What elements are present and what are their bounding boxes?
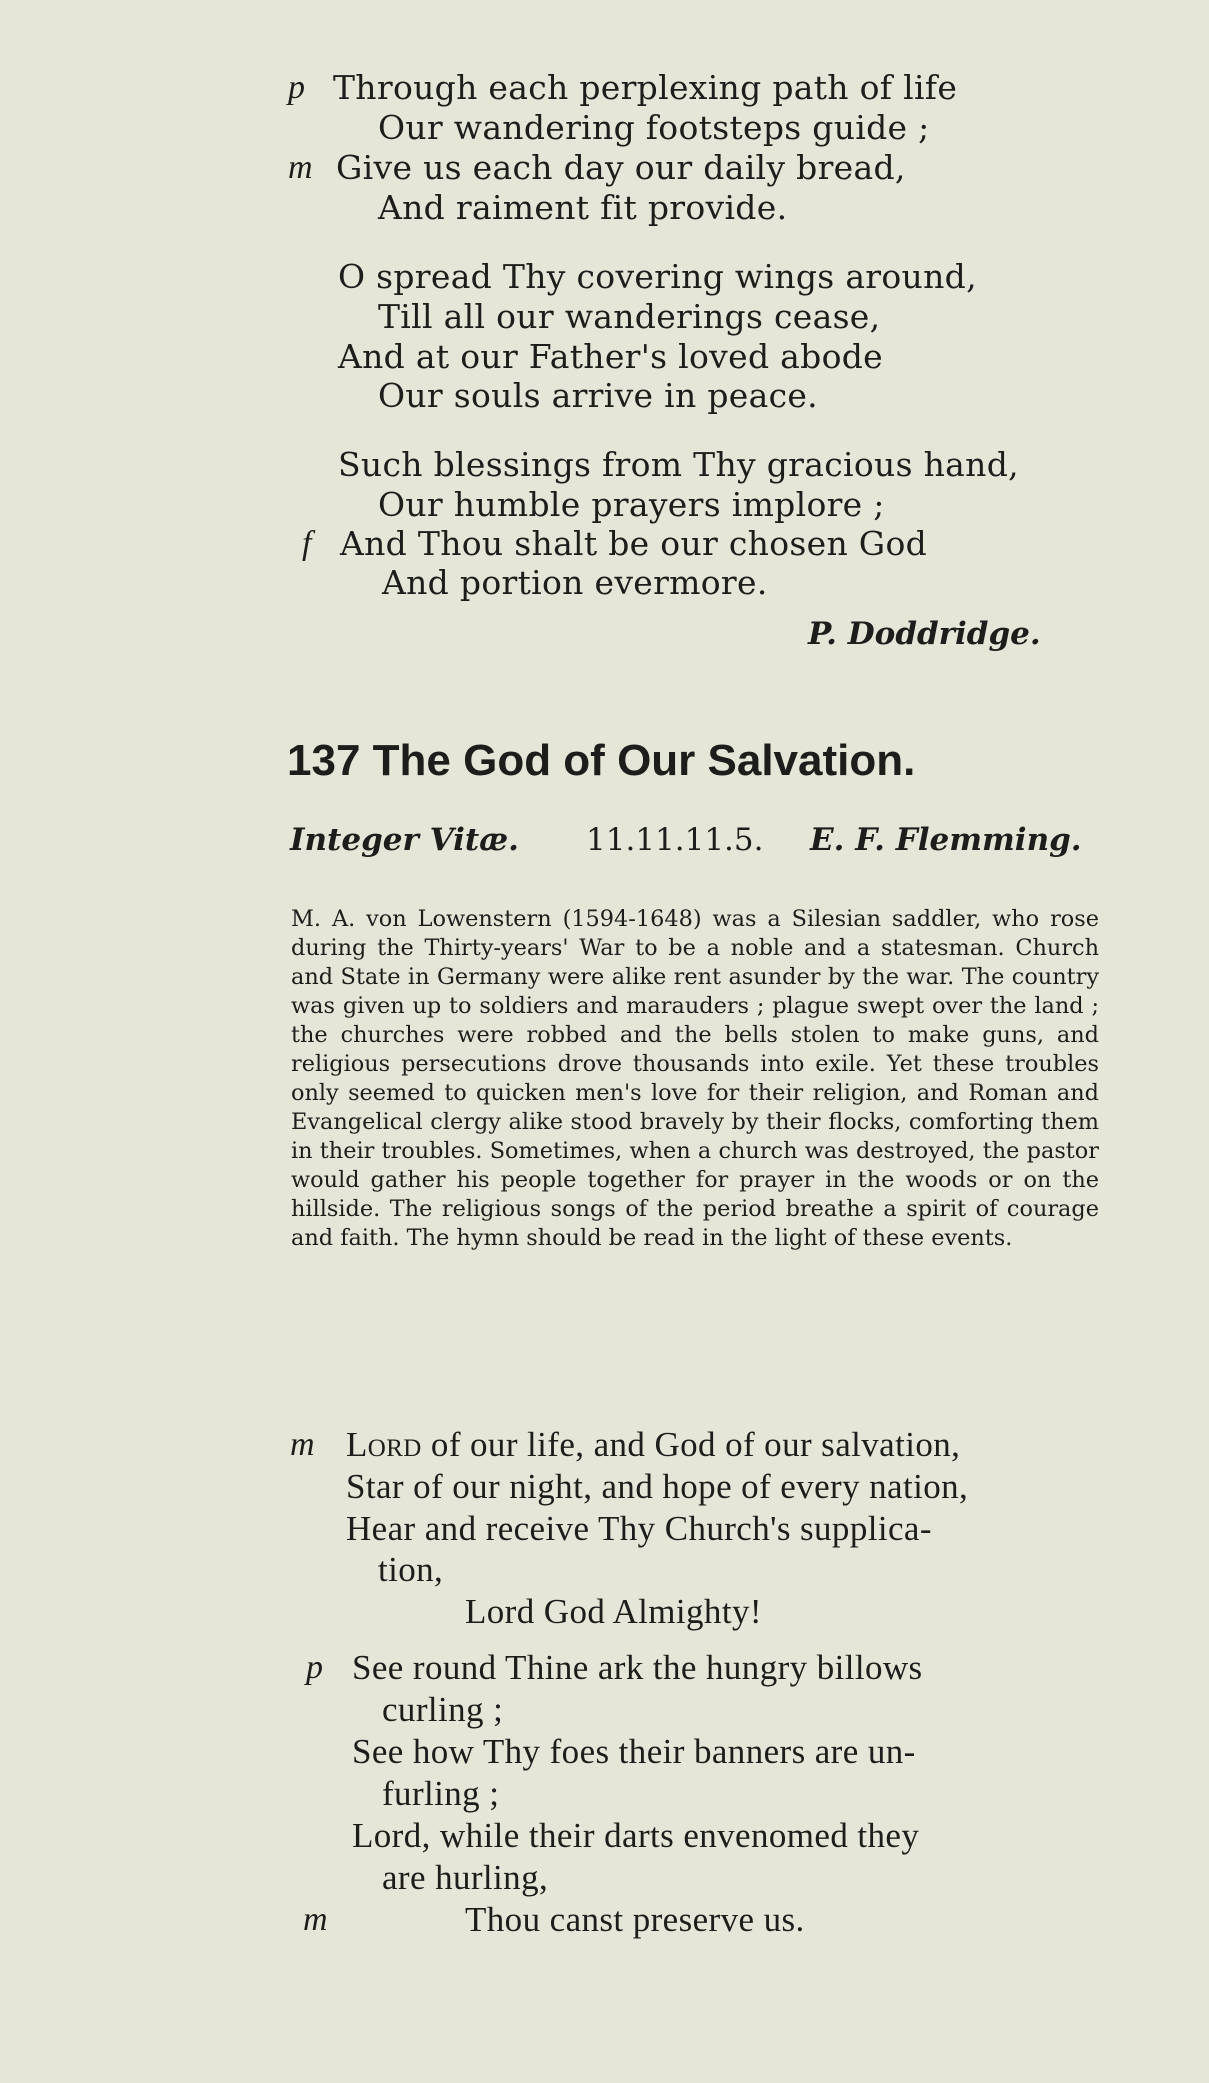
verse-line: Till all our wanderings cease, — [378, 297, 881, 336]
verse-line: Our humble prayers implore ; — [378, 485, 885, 524]
verse-line: Such blessings from Thy gracious hand, — [338, 445, 1019, 484]
verse-line: Our wandering footsteps guide ; — [378, 108, 930, 147]
hymn-title: The God of Our Salvation. — [372, 736, 916, 785]
dynamic-mark: p — [306, 1649, 323, 1686]
verse-line: Lord of our life, and God of our salvation, — [346, 1425, 961, 1464]
verse-line: And at our Father's loved abode — [338, 337, 883, 376]
verse-line: See round Thine ark the hungry billows — [352, 1648, 923, 1687]
hymn-heading — [287, 733, 915, 789]
dynamic-mark: m — [303, 1901, 328, 1938]
verse-line: And raiment fit provide. — [378, 188, 788, 227]
verse-line: are hurling, — [382, 1858, 549, 1897]
dynamic-mark: m — [290, 1426, 315, 1463]
hymn-number: 137 — [287, 736, 361, 785]
verse-line: Through each perplexing path of life — [333, 68, 958, 107]
verse-line: And Thou shalt be our chosen God — [340, 524, 928, 563]
dynamic-mark: f — [302, 525, 312, 562]
historical-note: M. A. von Lowenstern (1594-1648) was a Silesian saddler, who rose during the Thirty-years' War to be a noble and a statesman. Church and State in Germany were alike rent asunder by the war. The country was given up to soldiers and marauders ; plague swept over the land ; the churches were robbed and the bells stolen to make guns, and religious persecutions drove thousands into exile. Yet these troubles only seemed to quicken men's love for their religion, and Roman and Evangelical clergy alike stood bravely by their flocks, comforting them in their troubles. Sometimes, when a church was destroyed, the pastor would gather his people together for prayer in the woods or on the hillside. The religious songs of the period breathe a spirit of courage and faith. The hymn should be read in the light of these events. — [291, 906, 1099, 1251]
verse-line: Give us each day our daily bread, — [336, 148, 906, 187]
verse-line: Our souls arrive in peace. — [378, 376, 818, 415]
dynamic-mark: p — [288, 69, 305, 106]
meter: 11.11.11.5. — [586, 822, 764, 858]
verse-line: Thou canst preserve us. — [465, 1900, 805, 1939]
verse-line: And portion evermore. — [382, 563, 768, 602]
verse-line: Hear and receive Thy Church's supplica- — [346, 1509, 932, 1548]
verse-line: furling ; — [382, 1774, 500, 1813]
verse-line: Lord, while their darts envenomed they — [352, 1816, 920, 1855]
first-word: Lord — [346, 1425, 422, 1464]
dynamic-mark: m — [288, 149, 313, 186]
verse-line: See how Thy foes their banners are un- — [352, 1732, 916, 1771]
composer: E. F. Flemming. — [810, 822, 1082, 858]
verse-line: curling ; — [382, 1690, 504, 1729]
tune-name: Integer Vitæ. — [290, 822, 519, 858]
verse-line: O spread Thy covering wings around, — [338, 257, 977, 296]
verse-line: Star of our night, and hope of every nation, — [346, 1467, 969, 1506]
verse-line: Lord God Almighty! — [465, 1592, 762, 1631]
author-attribution: P. Doddridge. — [808, 616, 1041, 652]
verse-line: tion, — [378, 1550, 444, 1589]
